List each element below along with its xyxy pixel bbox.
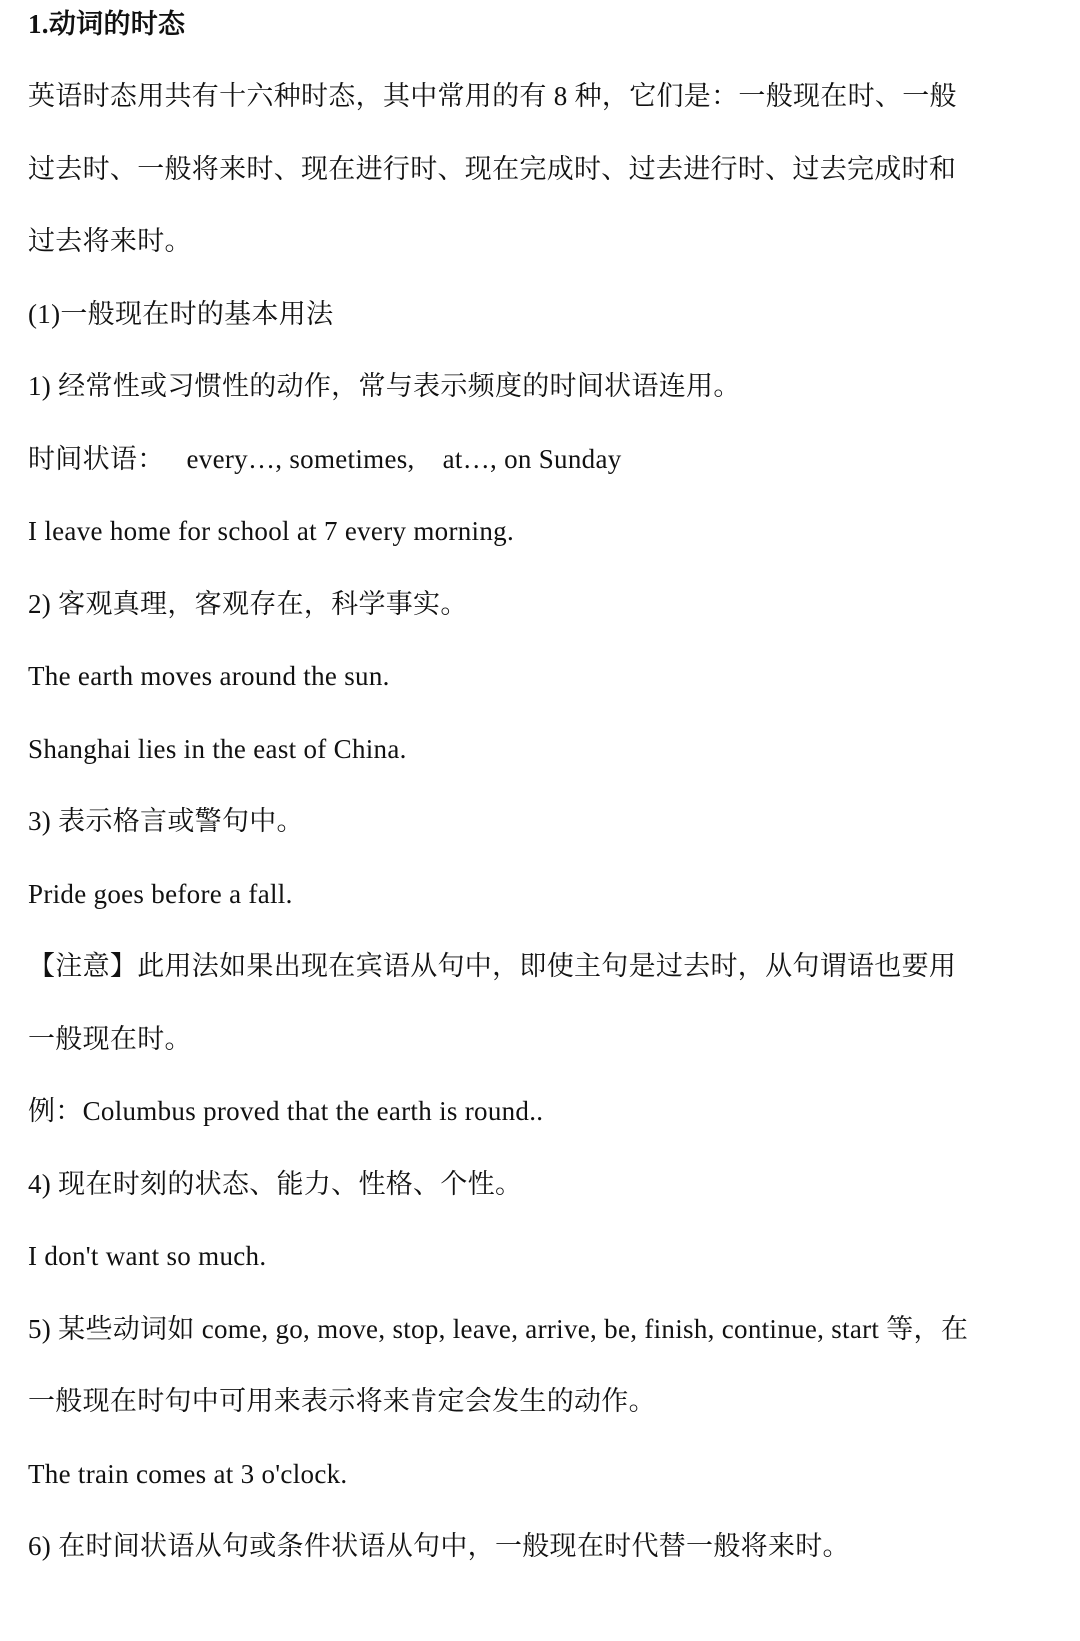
section-title: 1.动词的时态 <box>28 9 186 39</box>
adverbials-items: every…, sometimes, <box>186 444 415 474</box>
adverbials-items-2: at…, on Sunday <box>442 444 622 474</box>
rule-5-line-2: 一般现在时句中可用来表示将来肯定会发生的动作。 <box>28 1386 656 1416</box>
adverbials-label: 时间状语： <box>28 444 165 474</box>
rule-6: 6) 在时间状语从句或条件状语从句中，一般现在时代替一般将来时。 <box>28 1531 850 1561</box>
example-2a: The earth moves around the sun. <box>28 661 390 691</box>
rule-2: 2) 客观真理，客观存在，科学事实。 <box>28 589 468 619</box>
intro-line-1: 英语时态用共有十六种时态，其中常用的有 8 种，它们是：一般现在时、一般 <box>28 81 957 111</box>
note-line-2: 一般现在时。 <box>28 1024 192 1054</box>
intro-line-3: 过去将来时。 <box>28 226 192 256</box>
rule-4: 4) 现在时刻的状态、能力、性格、个性。 <box>28 1169 523 1199</box>
rule-5-line-1: 5) 某些动词如 come, go, move, stop, leave, arrive, be, finish, continue, start 等，在 <box>28 1314 969 1344</box>
example-4: I don't want so much. <box>28 1241 267 1271</box>
note-line-1: 【注意】此用法如果出现在宾语从句中，即使主句是过去时，从句谓语也要用 <box>28 951 957 981</box>
example-3: Pride goes before a fall. <box>28 879 293 909</box>
intro-line-2: 过去时、一般将来时、现在进行时、现在完成时、过去进行时、过去完成时和 <box>28 154 957 184</box>
example-1: I leave home for school at 7 every morning. <box>28 516 514 546</box>
adverbials-line <box>28 441 1025 477</box>
note-example: 例：Columbus proved that the earth is round.. <box>28 1096 544 1126</box>
subsection-heading: (1)一般现在时的基本用法 <box>28 299 334 329</box>
example-5: The train comes at 3 o'clock. <box>28 1459 348 1489</box>
rule-1: 1) 经常性或习惯性的动作，常与表示频度的时间状语连用。 <box>28 371 741 401</box>
example-2b: Shanghai lies in the east of China. <box>28 734 407 764</box>
rule-3: 3) 表示格言或警句中。 <box>28 806 304 836</box>
